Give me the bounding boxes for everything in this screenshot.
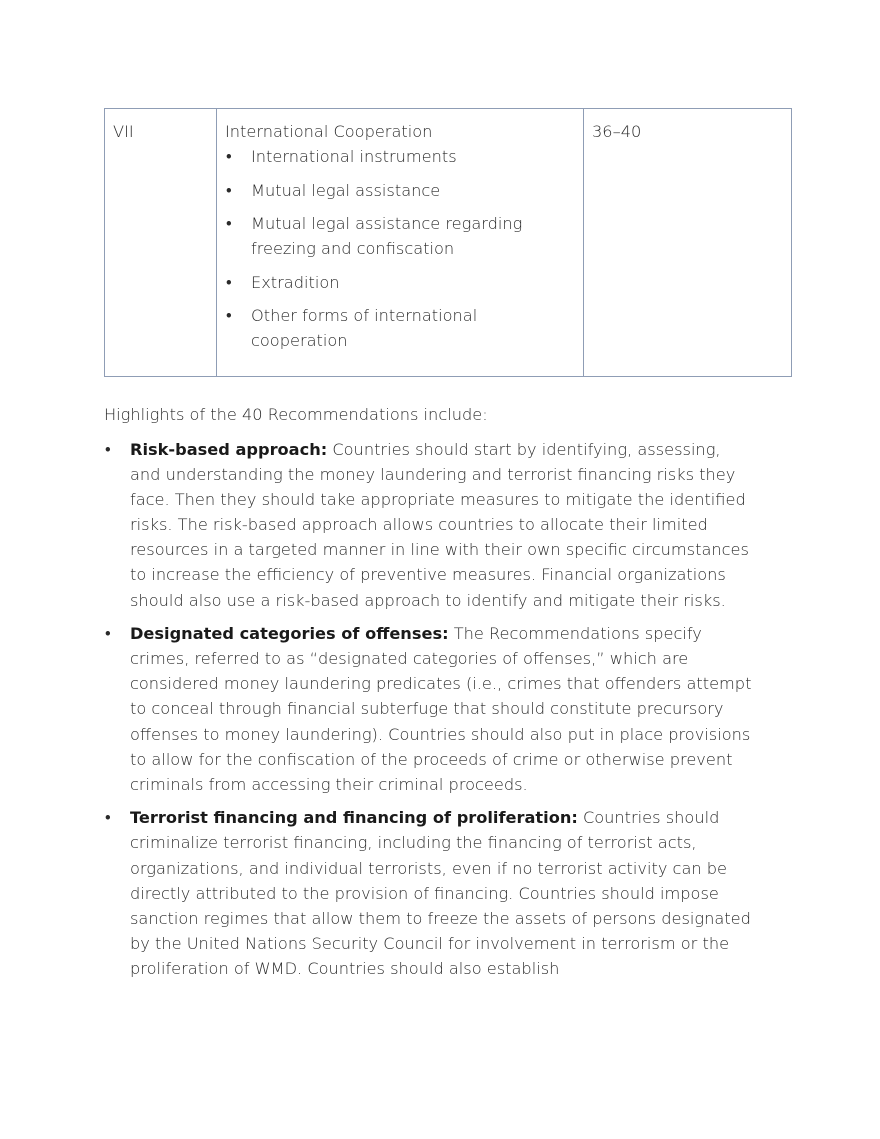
highlights-list — [104, 437, 754, 989]
list-item-text: Mutual legal assistance regarding freezing and confiscation — [251, 214, 523, 258]
bullet-icon: • — [226, 180, 232, 200]
list-item — [225, 303, 575, 353]
bullet-icon: • — [105, 440, 111, 459]
highlight-item-risk-based-approach — [104, 437, 754, 613]
recommendations-table — [104, 108, 792, 377]
list-item — [225, 270, 575, 295]
highlight-term: Terrorist financing and financing of proliferation: — [130, 808, 578, 828]
list-item-text: Other forms of international cooperation — [251, 306, 478, 350]
highlight-item-terrorist-financing — [104, 805, 754, 981]
table-row — [105, 109, 792, 377]
highlight-text: Countries should start by identifying, assessing, and understanding the money laundering and terrorist financing risks they face. Then they should take appropriate measures to mitigate the identified risks. The risk-based approach allows countries to allocate their limited resources in a targeted manner in line with their own specific circumstances to increase the efficiency of preventive measures. Financial organizations should also use a risk-based approach to identify and mitigate their risks. — [130, 440, 749, 610]
list-item-text: Extradition — [251, 272, 340, 292]
intro-paragraph: Highlights of the 40 Recommendations include: — [104, 405, 488, 424]
topic-cell — [217, 109, 584, 377]
list-item-text: International instruments — [251, 147, 457, 166]
section-cell: VII — [105, 109, 217, 377]
list-item — [225, 211, 575, 261]
highlight-text: The Recommendations specify crimes, referred to as “designated categories of offenses,” which are considered money laundering predicates (i.e., crimes that offenders attempt to conceal through financial subterfuge that should constitute precursory offenses to money laundering). Countries should also put in place provisions to allow for the confiscation of the proceeds of crime or otherwise prevent criminals from accessing their criminal proceeds. — [130, 624, 752, 794]
recommendation-range-cell: 36–40 — [584, 109, 792, 377]
list-item — [225, 178, 575, 203]
bullet-icon: • — [226, 147, 232, 166]
bullet-icon: • — [105, 808, 111, 828]
bullet-icon: • — [226, 306, 232, 325]
list-item — [225, 144, 575, 169]
bullet-icon: • — [105, 624, 111, 644]
bullet-icon: • — [226, 272, 232, 292]
highlight-term: Risk-based approach: — [130, 440, 328, 459]
topic-list — [225, 144, 575, 353]
highlight-item-designated-offenses — [104, 621, 754, 797]
list-item-text: Mutual legal assistance — [251, 180, 441, 200]
topic-title: International Cooperation — [225, 122, 433, 141]
highlight-term: Designated categories of offenses: — [130, 624, 449, 644]
highlight-text: Countries should criminalize terrorist financing, including the financing of terrorist acts, organizations, and individual terrorists, even if no terrorist activity can be directly attributed to the provision of financing. Countries should impose sanction regimes that allow them to freeze the assets of persons designated by the United Nations Security Council for involvement in terrorism or the proliferation of WMD. Countries should also establish — [130, 808, 751, 978]
bullet-icon: • — [226, 214, 232, 233]
